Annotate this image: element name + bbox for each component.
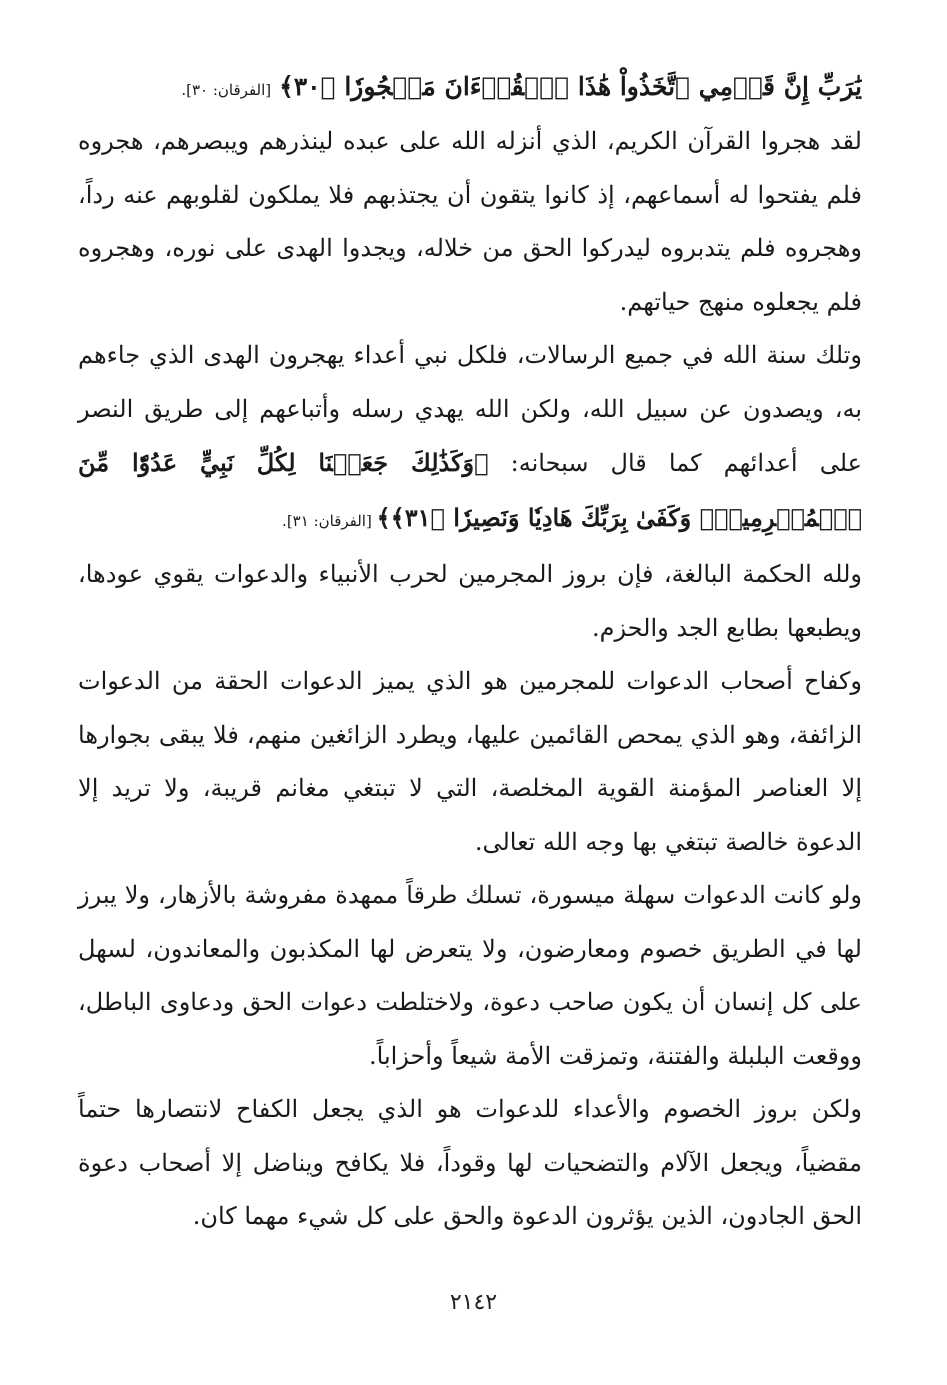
verse-text: يَٰرَبِّ إِنَّ قَوۡمِي ٱتَّخَذُواْ هَٰذَا ٱلۡقُرۡءَانَ مَهۡجُورٗا ﴿٣٠﴾ [279, 72, 862, 101]
verse-reference: [الفرقان: ٣٠]. [181, 81, 272, 99]
page-number: ٢١٤٢ [449, 1290, 498, 1315]
quote-reference: [الفرقان: ٣١]. [282, 511, 377, 530]
paragraph-2-text: وتلك سنة الله في جميع الرسالات، فلكل نبي أعداء يهجرون الهدى الذي جاءهم به، ويصدون عن سبيل الله، ولكن الله يهدي رسله وأتباعهم إلى طريق النصر على أعدائهم كما قال سبحانه: [78, 341, 862, 477]
quran-quote: ﴿وَكَذَٰلِكَ جَعَلۡنَا لِكُلِّ نَبِيٍّ عَدُوّٗا مِّنَ ٱلۡمُجۡرِمِينَۗ وَكَفَىٰ بِرَبِّكَ هَادِيٗا وَنَصِيرٗا ﴿٣١﴾﴾ [78, 448, 862, 532]
paragraph-4: وكفاح أصحاب الدعوات للمجرمين هو الذي يميز الدعوات الحقة من الدعوات الزائفة، وهو الذي يمحص القائمين عليها، ويطرد الزائغين منهم، فلا يبقى بجوارها إلا العناصر المؤمنة القوية المخلصة، التي لا تبتغي مغانم قريبة، ولا تريد إلا الدعوة خالصة تبتغي بها وجه الله تعالى. [78, 667, 862, 856]
header-verse [78, 62, 862, 115]
paragraph-3: ولله الحكمة البالغة، فإن بروز المجرمين لحرب الأنبياء والدعوات يقوي عودها، ويطبعها بطابع الجد والحزم. [78, 560, 862, 642]
paragraph-5: ولو كانت الدعوات سهلة ميسورة، تسلك طرقاً ممهدة مفروشة بالأزهار، ولا يبرز لها في الطريق خصوم ومعارضون، ولا يتعرض لها المكذبون والمعاندون، لسهل على كل إنسان أن يكون صاحب دعوة، ولاختلطت دعوات الحق ودعاوى الباطل، ووقعت البلبلة والفتنة، وتمزقت الأمة شيعاً وأحزاباً. [78, 881, 862, 1070]
paragraph-6: ولكن بروز الخصوم والأعداء للدعوات هو الذي يجعل الكفاح لانتصارها حتماً مقضياً، ويجعل الآلام والتضحيات لها وقوداً، فلا يكافح ويناضل إلا أصحاب دعوة الحق الجادون، الذين يؤثرون الدعوة والحق على كل شيء مهما كان. [78, 1095, 863, 1230]
document-page [78, 62, 862, 1342]
paragraph-2 [78, 329, 862, 548]
paragraph-1: لقد هجروا القرآن الكريم، الذي أنزله الله على عبده لينذرهم ويبصرهم، هجروه فلم يفتحوا له أسماعهم، إذ كانوا يتقون أن يجتذبهم فلا يملكون لقلوبهم عنه رداً، وهجروه فلم يتدبروه ليدركوا الحق من خلاله، ويجدوا الهدى على نوره، وهجروه فلم يجعلوه منهج حياتهم. [78, 127, 862, 316]
